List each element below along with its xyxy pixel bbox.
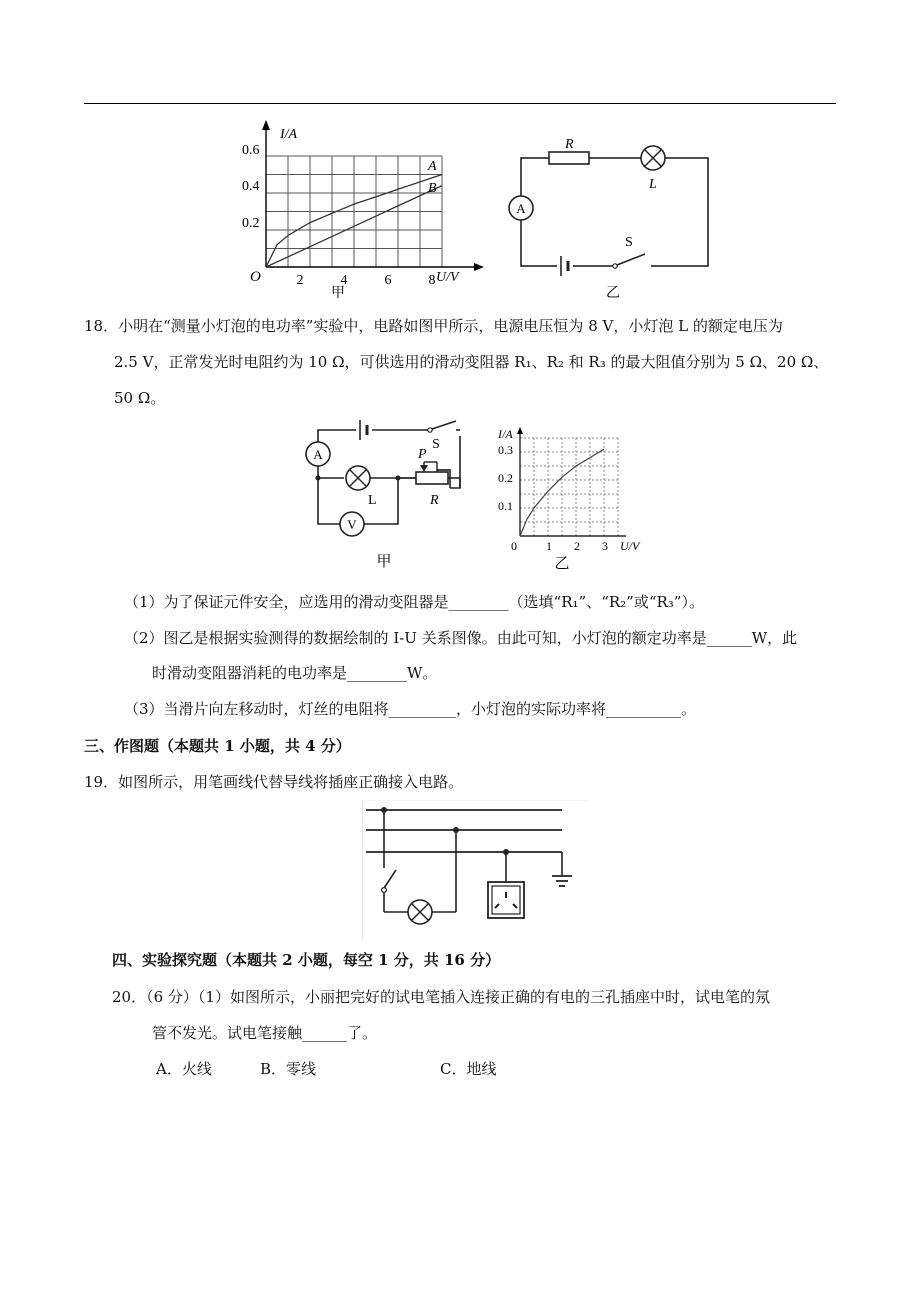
header-rule	[84, 103, 836, 104]
switch-label: S	[432, 437, 440, 452]
x-tick-label: 1	[546, 539, 552, 553]
graph-grid	[266, 156, 442, 267]
slider-label: P	[418, 447, 427, 462]
q17-iu-graph	[238, 116, 490, 300]
curve-a-label: A	[428, 159, 437, 174]
y-tick-label: 0.2	[498, 471, 513, 485]
curve-b-label: B	[428, 181, 437, 196]
ammeter-label: A	[516, 201, 526, 216]
voltmeter-label: V	[347, 517, 357, 532]
rheostat	[416, 472, 448, 484]
lamp-label: L	[368, 493, 377, 508]
y-tick-label: 0.4	[242, 179, 260, 194]
question-number: 18．	[84, 317, 119, 335]
q20-option-a: A．火线	[156, 1060, 212, 1078]
ammeter-label: A	[313, 447, 323, 462]
q19-text: 19．如图所示，用笔画线代替导线将插座正确接入电路。	[84, 773, 464, 791]
y-axis-arrow	[262, 120, 270, 130]
x-axis-arrow	[474, 263, 484, 271]
q19-circuit	[362, 800, 590, 940]
y-axis-label: I/A	[498, 427, 513, 441]
x-tick-label: 3	[602, 539, 608, 553]
circuit-wire-loop	[521, 158, 708, 266]
lamp-label: L	[649, 177, 657, 192]
rheostat-label: R	[430, 493, 439, 508]
resistor-label: R	[565, 137, 574, 152]
x-axis-label: U/V	[436, 270, 459, 285]
x-tick-label: 2	[574, 539, 580, 553]
switch-label: S	[625, 235, 633, 250]
resistor	[549, 152, 589, 164]
y-axis-label: I/A	[280, 127, 298, 142]
q18-sub1: （1）为了保证元件安全，应选用的滑动变阻器是________（选填“R₁”、“R₂”或“R₃”）。	[124, 593, 704, 611]
x-tick-label: 8	[428, 273, 436, 288]
figure-caption: 甲	[331, 286, 345, 300]
y-tick-label: 0.2	[242, 216, 260, 231]
section-3-heading: 三、作图题（本题共 1 小题，共 4 分）	[84, 737, 351, 755]
figure-caption: 乙	[606, 286, 620, 301]
x-tick-label: 6	[384, 273, 392, 288]
x-axis-label: U/V	[620, 539, 640, 553]
q18-stem-line2: 2.5 V，正常发光时电阻约为 10 Ω，可供选用的滑动变阻器 R₁、R₂ 和 R₃ 的最大阻值分别为 5 Ω、20 Ω、	[114, 353, 829, 371]
q18-iu-graph	[492, 422, 652, 572]
q18-stem-line3: 50 Ω。	[114, 389, 166, 407]
x-tick-label: 4	[340, 273, 348, 288]
origin-label: 0	[511, 539, 517, 553]
origin-label: O	[250, 269, 261, 285]
section-4-heading: 四、实验探究题（本题共 2 小题，每空 1 分，共 16 分）	[112, 951, 501, 969]
x-tick-label: 2	[296, 273, 304, 288]
q20-line1: 20．（6 分）（1）如图所示，小丽把完好的试电笔插入连接正确的有电的三孔插座中时，试电笔的氖	[112, 988, 770, 1006]
graph-grid	[520, 438, 618, 536]
q18-sub3: （3）当滑片向左移动时，灯丝的电阻将_________，小灯泡的实际功率将__________。	[124, 700, 697, 718]
switch-blade	[384, 870, 396, 888]
q18-sub2-line2: 时滑动变阻器消耗的电功率是________W。	[152, 664, 438, 682]
socket	[488, 882, 524, 918]
q18-sub2-line1: （2）图乙是根据实验测得的数据绘制的 I-U 关系图像。由此可知，小灯泡的额定功率是______W，此	[124, 629, 798, 647]
q20-option-b: B．零线	[260, 1060, 317, 1078]
q18-stem-line1: 18．小明在“测量小灯泡的电功率”实验中，电路如图甲所示，电源电压恒为 8 V，小灯泡 L 的额定电压为	[84, 317, 783, 335]
y-tick-label: 0.1	[498, 499, 513, 513]
q18-circuit	[300, 418, 480, 578]
y-tick-label: 0.3	[498, 443, 513, 457]
figure-caption: 甲	[376, 554, 392, 570]
q17-circuit	[505, 132, 720, 302]
figure-caption: 乙	[554, 556, 570, 572]
q20-line2: 管不发光。试电笔接触______了。	[152, 1024, 378, 1042]
y-tick-label: 0.6	[242, 143, 260, 158]
q20-option-c: C．地线	[440, 1060, 497, 1078]
